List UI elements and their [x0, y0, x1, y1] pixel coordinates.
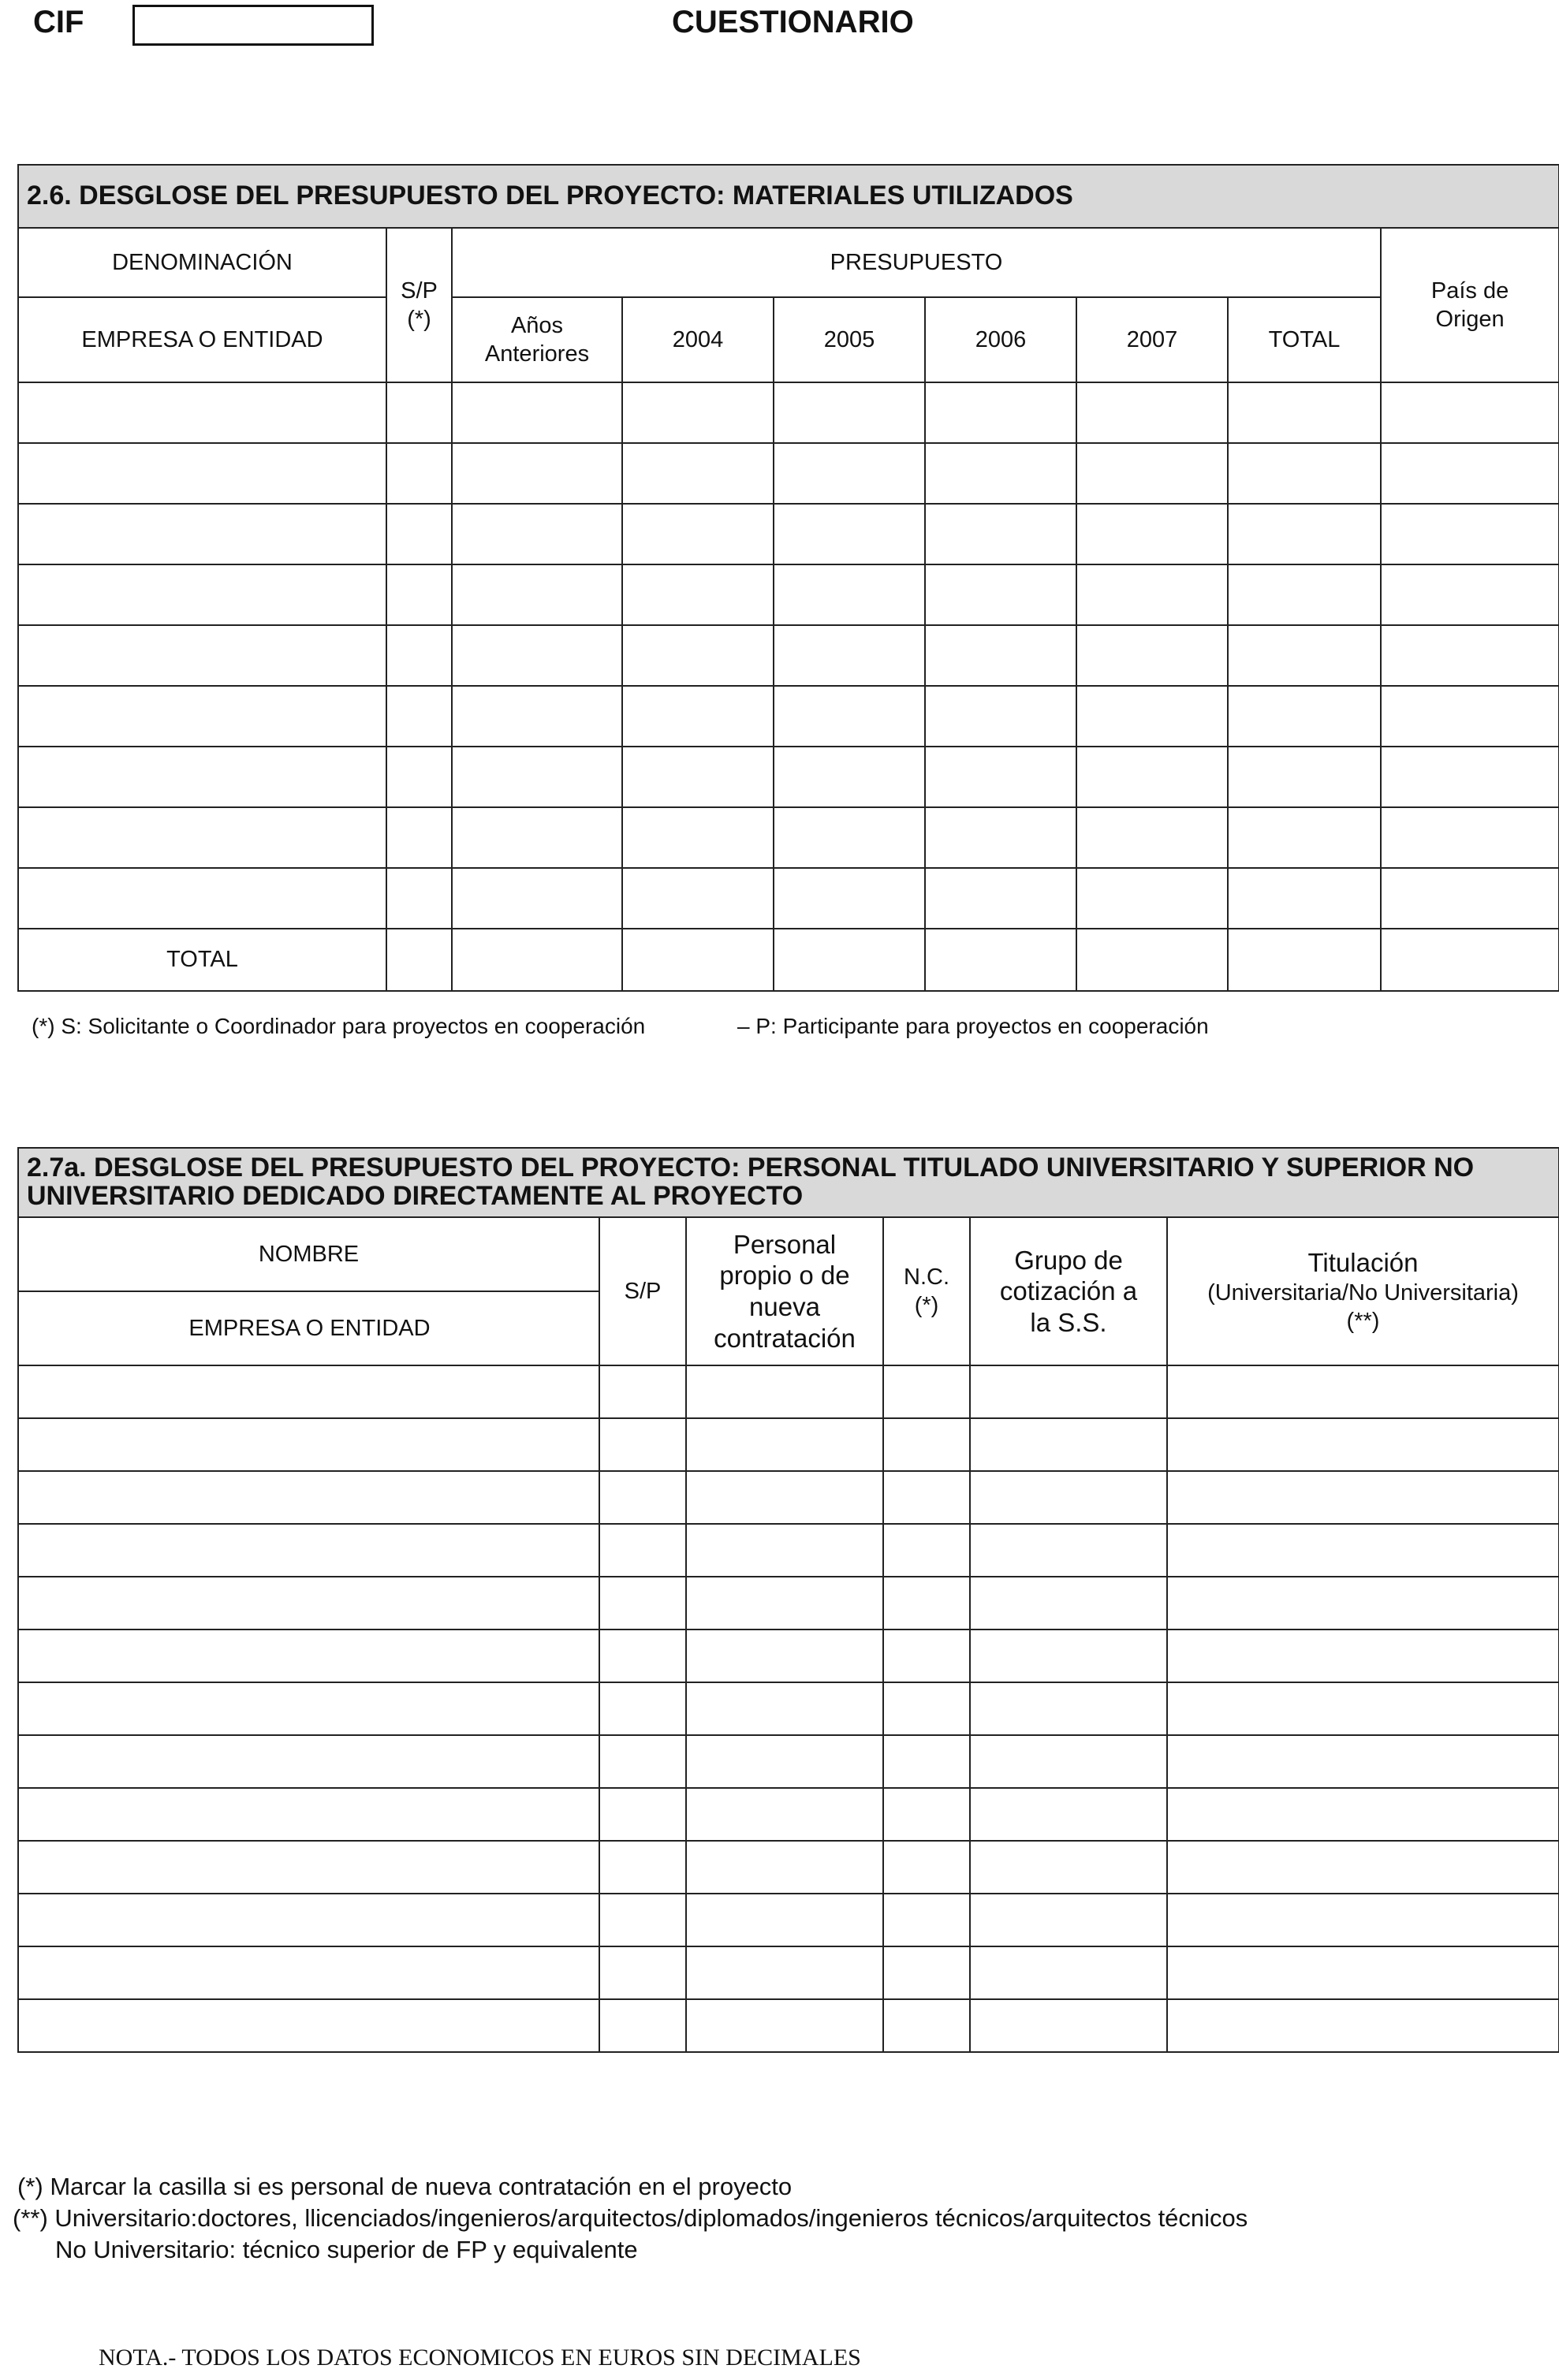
cell-input[interactable] [774, 929, 925, 991]
col-grupo-line3: la S.S. [1030, 1307, 1107, 1337]
cell-input[interactable] [18, 443, 386, 504]
cell-input[interactable] [925, 929, 1076, 991]
personnel-title-line1: 2.7a. DESGLOSE DEL PRESUPUESTO DEL PROYECTO: PERSONAL TITULADO UNIVERSITARIO Y SUPERIOR NO [27, 1153, 1475, 1183]
materials-row [18, 564, 1559, 625]
cell-input[interactable] [970, 1471, 1167, 1524]
col-empresa-entidad: EMPRESA O ENTIDAD [19, 1291, 600, 1365]
cell-input[interactable] [970, 1735, 1167, 1788]
cell-input[interactable] [686, 1841, 883, 1894]
cell-input[interactable] [386, 443, 452, 504]
cell-input[interactable] [1228, 443, 1381, 504]
cell-input[interactable] [452, 504, 622, 564]
cell-input[interactable] [1167, 1735, 1559, 1788]
cell-input[interactable] [622, 807, 774, 868]
cell-input[interactable] [599, 1365, 686, 1418]
cell-input[interactable] [1167, 1999, 1559, 2052]
cell-input[interactable] [1076, 564, 1228, 625]
cell-input[interactable] [970, 1577, 1167, 1629]
cell-input[interactable] [18, 1788, 599, 1841]
cell-input[interactable] [452, 868, 622, 929]
cell-input[interactable] [686, 1682, 883, 1735]
cell-input[interactable] [1381, 807, 1559, 868]
cell-input[interactable] [1381, 443, 1559, 504]
personnel-row [18, 1682, 1559, 1735]
personnel-note-1: (*) Marcar la casilla si es personal de nueva contratación en el proyecto [17, 2173, 793, 2200]
cell-input[interactable] [1167, 1894, 1559, 1946]
cell-input[interactable] [970, 1418, 1167, 1471]
cell-input[interactable] [970, 1682, 1167, 1735]
cell-input[interactable] [1228, 625, 1381, 686]
cell-input[interactable] [599, 1471, 686, 1524]
cell-input[interactable] [925, 504, 1076, 564]
col-sp-note: (*) [407, 307, 431, 332]
cell-input[interactable] [1167, 1418, 1559, 1471]
materials-row [18, 807, 1559, 868]
cell-input[interactable] [18, 1999, 599, 2052]
cell-input[interactable] [925, 686, 1076, 747]
cell-input[interactable] [1076, 747, 1228, 807]
cell-input[interactable] [970, 1788, 1167, 1841]
personnel-rows [18, 1365, 1559, 2052]
cell-input[interactable] [599, 1894, 686, 1946]
cell-input[interactable] [18, 1471, 599, 1524]
cell-input[interactable] [774, 747, 925, 807]
col-anos-line2: Anteriores [484, 341, 590, 367]
cell-input[interactable] [599, 1735, 686, 1788]
cell-input[interactable] [925, 564, 1076, 625]
cell-input[interactable] [883, 1841, 970, 1894]
cell-input[interactable] [970, 1365, 1167, 1418]
cell-input[interactable] [1167, 1471, 1559, 1524]
cell-input[interactable] [452, 625, 622, 686]
cell-input[interactable] [774, 686, 925, 747]
materials-row [18, 625, 1559, 686]
cell-input[interactable] [1167, 1365, 1559, 1418]
cell-input[interactable] [1381, 625, 1559, 686]
cell-input[interactable] [970, 1524, 1167, 1577]
cell-input[interactable] [686, 1629, 883, 1682]
cell-input[interactable] [774, 625, 925, 686]
cell-input[interactable] [925, 747, 1076, 807]
cell-input[interactable] [18, 747, 386, 807]
col-total: TOTAL [1228, 297, 1381, 382]
col-sp-label: S/P [401, 277, 438, 304]
col-nombre-empresa [18, 1217, 599, 1365]
cell-input[interactable] [1076, 929, 1228, 991]
cell-input[interactable] [1076, 807, 1228, 868]
cell-input[interactable] [386, 564, 452, 625]
cell-input[interactable] [622, 625, 774, 686]
cell-input[interactable] [1381, 929, 1559, 991]
personnel-row [18, 1471, 1559, 1524]
cell-input[interactable] [883, 1999, 970, 2052]
col-personal-line1: Personal [733, 1229, 837, 1259]
col-grupo [970, 1217, 1167, 1365]
cell-input[interactable] [1381, 504, 1559, 564]
cell-input[interactable] [1228, 868, 1381, 929]
cell-input[interactable] [883, 1524, 970, 1577]
cell-input[interactable] [686, 1471, 883, 1524]
cell-input[interactable] [774, 382, 925, 443]
cell-input[interactable] [1167, 1577, 1559, 1629]
cell-input[interactable] [18, 1365, 599, 1418]
col-pais-origen [1381, 228, 1559, 382]
cell-input[interactable] [386, 625, 452, 686]
cell-input[interactable] [599, 1577, 686, 1629]
page-title: CUESTIONARIO [672, 5, 914, 39]
cell-input[interactable] [622, 564, 774, 625]
materials-footnote-p: – P: Participante para proyectos en cooperación [737, 1014, 1209, 1038]
cell-input[interactable] [599, 1682, 686, 1735]
personnel-row [18, 1894, 1559, 1946]
cell-input[interactable] [1167, 1946, 1559, 1999]
cell-input[interactable] [18, 1735, 599, 1788]
personnel-row [18, 1735, 1559, 1788]
personnel-section-title [18, 1148, 1559, 1217]
col-sp [386, 228, 452, 382]
cell-input[interactable] [925, 807, 1076, 868]
col-grupo-line2: cotización a [999, 1276, 1138, 1306]
cell-input[interactable] [686, 1894, 883, 1946]
cell-input[interactable] [18, 382, 386, 443]
col-titulacion-note: (**) [1346, 1308, 1380, 1334]
cell-input[interactable] [970, 1629, 1167, 1682]
cell-input[interactable] [386, 747, 452, 807]
cell-input[interactable] [883, 1471, 970, 1524]
cell-input[interactable] [622, 686, 774, 747]
cell-input[interactable] [970, 1946, 1167, 1999]
col-personal-line4: contratación [714, 1323, 856, 1353]
cell-input[interactable] [686, 1418, 883, 1471]
personnel-note-2: (**) Universitario:doctores, llicenciados/ingenieros/arquitectos/diplomados/ingenieros técnicos/arquitectos técnicos [13, 2204, 1248, 2232]
cell-input[interactable] [452, 686, 622, 747]
cell-input[interactable] [883, 1894, 970, 1946]
cell-input[interactable] [686, 1788, 883, 1841]
col-titulacion-sub: (Universitaria/No Universitaria) [1207, 1279, 1519, 1305]
cell-input[interactable] [1167, 1682, 1559, 1735]
materials-row [18, 382, 1559, 443]
col-nc-label: N.C. [904, 1264, 949, 1290]
col-2005: 2005 [774, 297, 925, 382]
col-denominacion: DENOMINACIÓN [18, 228, 386, 297]
cell-input[interactable] [452, 564, 622, 625]
cell-input[interactable] [18, 504, 386, 564]
materials-footnote-s: (*) S: Solicitante o Coordinador para proyectos en cooperación [32, 1014, 646, 1038]
cell-input[interactable] [622, 382, 774, 443]
cell-input[interactable] [1167, 1841, 1559, 1894]
cell-input[interactable] [1381, 686, 1559, 747]
personnel-table [17, 1147, 1559, 2053]
nota-text: NOTA.- TODOS LOS DATOS ECONOMICOS EN EUROS SIN DECIMALES [99, 2345, 861, 2371]
cell-input[interactable] [925, 443, 1076, 504]
materials-row [18, 443, 1559, 504]
cell-input[interactable] [1167, 1524, 1559, 1577]
cell-input[interactable] [18, 1894, 599, 1946]
materials-row [18, 686, 1559, 747]
cell-input[interactable] [18, 807, 386, 868]
cell-input[interactable] [599, 1788, 686, 1841]
cell-input[interactable] [686, 1735, 883, 1788]
cell-input[interactable] [1228, 686, 1381, 747]
cell-input[interactable] [386, 929, 452, 991]
cell-input[interactable] [1167, 1629, 1559, 1682]
personnel-row [18, 1788, 1559, 1841]
cell-input[interactable] [599, 1629, 686, 1682]
cell-input[interactable] [18, 1524, 599, 1577]
materials-row [18, 504, 1559, 564]
cell-input[interactable] [774, 443, 925, 504]
cell-input[interactable] [1228, 807, 1381, 868]
col-empresa: EMPRESA O ENTIDAD [18, 297, 386, 382]
cell-input[interactable] [18, 686, 386, 747]
cell-input[interactable] [1076, 504, 1228, 564]
col-personal [686, 1217, 883, 1365]
col-sp: S/P [599, 1217, 686, 1365]
materials-row [18, 747, 1559, 807]
cell-input[interactable] [452, 747, 622, 807]
cif-input-box[interactable] [132, 5, 374, 46]
cell-input[interactable] [18, 1946, 599, 1999]
personnel-row [18, 1946, 1559, 1999]
cif-label-text: CIF [33, 5, 84, 39]
cell-input[interactable] [386, 686, 452, 747]
cell-input[interactable] [1228, 564, 1381, 625]
cell-input[interactable] [386, 504, 452, 564]
cell-input[interactable] [18, 1841, 599, 1894]
cell-input[interactable] [883, 1577, 970, 1629]
cell-input[interactable] [622, 868, 774, 929]
cell-input[interactable] [686, 1999, 883, 2052]
cell-input[interactable] [883, 1735, 970, 1788]
cell-input[interactable] [1228, 747, 1381, 807]
cell-input[interactable] [883, 1788, 970, 1841]
col-anos-anteriores [452, 297, 622, 382]
personnel-note-3: No Universitario: técnico superior de FP y equivalente [55, 2236, 638, 2263]
col-2004: 2004 [622, 297, 774, 382]
personnel-row [18, 1365, 1559, 1418]
cell-input[interactable] [1381, 747, 1559, 807]
cell-input[interactable] [622, 747, 774, 807]
cell-input[interactable] [925, 868, 1076, 929]
cell-input[interactable] [883, 1946, 970, 1999]
col-grupo-line1: Grupo de [1014, 1245, 1123, 1275]
cif-label [33, 5, 84, 40]
col-anos-line1: Años [510, 312, 564, 338]
personnel-row [18, 1999, 1559, 2052]
cell-input[interactable] [883, 1682, 970, 1735]
cell-input[interactable] [18, 1418, 599, 1471]
cell-input[interactable] [1228, 504, 1381, 564]
cell-input[interactable] [386, 868, 452, 929]
cell-input[interactable] [452, 382, 622, 443]
cell-input[interactable] [452, 443, 622, 504]
cell-input[interactable] [622, 443, 774, 504]
cell-input[interactable] [774, 504, 925, 564]
cell-input[interactable] [452, 807, 622, 868]
materials-total-row [18, 929, 1559, 991]
cell-input[interactable] [774, 807, 925, 868]
cell-input[interactable] [1167, 1788, 1559, 1841]
col-personal-line2: propio o de [719, 1261, 850, 1291]
col-pais-line2: Origen [1435, 307, 1505, 332]
materials-section-title: 2.6. DESGLOSE DEL PRESUPUESTO DEL PROYECTO: MATERIALES UTILIZADOS [18, 165, 1559, 228]
cell-input[interactable] [599, 1841, 686, 1894]
cell-input[interactable] [1228, 382, 1381, 443]
cell-input[interactable] [18, 564, 386, 625]
cell-input[interactable] [599, 1524, 686, 1577]
col-nombre: NOMBRE [258, 1241, 360, 1267]
cell-input[interactable] [686, 1577, 883, 1629]
cell-input[interactable] [970, 1841, 1167, 1894]
cell-input[interactable] [925, 382, 1076, 443]
cell-input[interactable] [599, 1999, 686, 2052]
cell-input[interactable] [1381, 868, 1559, 929]
cell-input[interactable] [1381, 382, 1559, 443]
col-nc [883, 1217, 970, 1365]
cell-input[interactable] [18, 1629, 599, 1682]
total-row-label: TOTAL [18, 929, 386, 991]
cell-input[interactable] [1076, 382, 1228, 443]
personnel-row [18, 1524, 1559, 1577]
col-2007: 2007 [1076, 297, 1228, 382]
cell-input[interactable] [1076, 686, 1228, 747]
cell-input[interactable] [1076, 443, 1228, 504]
cell-input[interactable] [1076, 868, 1228, 929]
cell-input[interactable] [452, 929, 622, 991]
cell-input[interactable] [18, 625, 386, 686]
col-presupuesto: PRESUPUESTO [452, 228, 1381, 297]
cell-input[interactable] [18, 1577, 599, 1629]
cell-input[interactable] [1381, 564, 1559, 625]
cell-input[interactable] [970, 1999, 1167, 2052]
materials-row [18, 868, 1559, 929]
personnel-row [18, 1841, 1559, 1894]
personnel-row [18, 1577, 1559, 1629]
cell-input[interactable] [774, 868, 925, 929]
cell-input[interactable] [1228, 929, 1381, 991]
cell-input[interactable] [386, 807, 452, 868]
cell-input[interactable] [883, 1365, 970, 1418]
cell-input[interactable] [774, 564, 925, 625]
cell-input[interactable] [970, 1894, 1167, 1946]
cell-input[interactable] [1076, 625, 1228, 686]
materials-table [17, 164, 1559, 992]
cell-input[interactable] [686, 1365, 883, 1418]
col-titulacion-label: Titulación [1307, 1247, 1419, 1277]
cell-input[interactable] [925, 625, 1076, 686]
cell-input[interactable] [18, 1682, 599, 1735]
cell-input[interactable] [599, 1418, 686, 1471]
cell-input[interactable] [883, 1629, 970, 1682]
col-titulacion [1167, 1217, 1559, 1365]
cell-input[interactable] [622, 929, 774, 991]
cell-input[interactable] [622, 504, 774, 564]
materials-rows [18, 382, 1559, 929]
personnel-row [18, 1418, 1559, 1471]
personnel-title-line2: UNIVERSITARIO DEDICADO DIRECTAMENTE AL PROYECTO [27, 1181, 804, 1211]
cell-input[interactable] [18, 868, 386, 929]
col-pais-line1: País de [1430, 277, 1509, 304]
cell-input[interactable] [686, 1946, 883, 1999]
col-2006: 2006 [925, 297, 1076, 382]
cell-input[interactable] [599, 1946, 686, 1999]
col-personal-line3: nueva [749, 1292, 820, 1321]
personnel-row [18, 1629, 1559, 1682]
cell-input[interactable] [386, 382, 452, 443]
cell-input[interactable] [686, 1524, 883, 1577]
cell-input[interactable] [883, 1418, 970, 1471]
col-nc-note: (*) [914, 1293, 939, 1318]
